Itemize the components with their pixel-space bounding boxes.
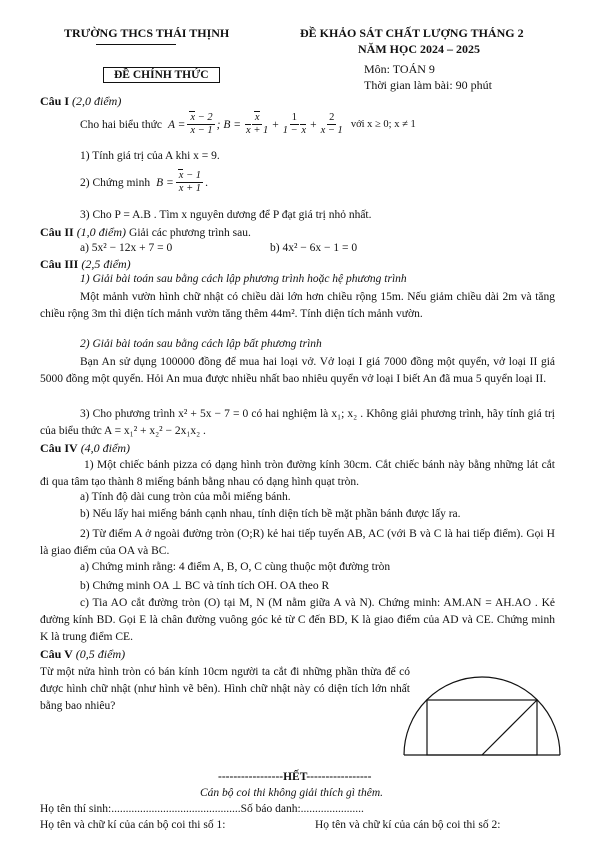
fraction-b3: $\frac{2}{x - 1}$ [320, 112, 343, 136]
q1-part2: 2) Chứng minh B = $\frac{x - 1}{x + 1}$ . [80, 170, 208, 194]
q4-part2c: c) Tia AO cắt đường tròn (O) tại M, N (M nằm giữa A và N). Chứng minh: AM.AN = AH.AO . Kẻ đường kính BD. Gọi E là chân đường vuông góc kẻ từ C đến BD, K là giao điểm của AD và CE. Chứng minh K là trung điểm CE. [40, 597, 555, 643]
q1-condition: với x ≥ 0; x ≠ 1 [350, 119, 416, 130]
inscribed-rectangle [427, 700, 537, 755]
q4-part1a: a) Tính độ dài cung tròn của mỗi miếng bánh. [80, 491, 291, 503]
q4-part1-text: 1) Một chiếc bánh pizza có dạng hình tròn đường kính 30cm. Cắt chiếc bánh này bằng những lát cắt đi qua tâm tạo thành 8 miếng bánh bằng nhau có dạng hình quạt tròn. [40, 459, 555, 488]
fraction-b2: $\frac{1}{1 - x}$ [282, 112, 307, 136]
invigilator-2-line: Họ tên và chữ kí của cán bộ coi thi số 2: [315, 819, 501, 831]
school-year: NĂM HỌC 2024 – 2025 [358, 42, 480, 56]
fraction-a: $\frac{x - 2}{x - 1}$ [187, 112, 214, 137]
end-marker: -----------------HẾT----------------- [218, 771, 372, 783]
q1-intro: Cho hai biểu thức [80, 118, 162, 131]
q3-part3-text: 3) Cho phương trình x² + 5x − 7 = 0 có hai nghiệm là x₁; x₂ . Không giải phương trình, hãy tính giá trị của biểu thức A = x₁² + x₂² − 2x₁x₂ . [40, 408, 555, 437]
q1-title: Câu I [40, 94, 70, 108]
q3-part2-text: Bạn An sử dụng 100000 đồng để mua hai loại vở. Vở loại I giá 7000 đồng một quyển, vở loại II giá 5000 đồng một quyển. Hỏi An mua được nhiều nhất bao nhiêu quyển vở loại I biết An đã mua 5 quyển loại II. [40, 356, 555, 385]
subject: Môn: TOÁN 9 [364, 62, 435, 76]
q5-points: (0,5 điểm) [75, 647, 126, 661]
q2-a: a) 5x² − 12x + 7 = 0 [80, 242, 173, 254]
q2-heading [40, 225, 251, 240]
q2-points: (1,0 điểm) [76, 225, 127, 239]
q4-heading [40, 441, 130, 456]
q3-part1-title: 1) Giải bài toán sau bằng cách lập phương trình hoặc hệ phương trình [80, 273, 407, 285]
q3-points: (2,5 điểm) [81, 257, 131, 271]
official-label: ĐỀ CHÍNH THỨC [103, 67, 220, 83]
q4-part2b: b) Chứng minh OA ⊥ BC và tính tích OH. OA theo R [80, 580, 330, 592]
fraction-b-proof: $\frac{x - 1}{x + 1}$ [176, 170, 203, 195]
invigilator-1-line: Họ tên và chữ kí của cán bộ coi thi số 1: [40, 819, 226, 831]
q5-heading [40, 647, 125, 662]
q1-part2-prefix: 2) Chứng minh [80, 176, 151, 189]
invigilator-note: Cán bộ coi thi không giải thích gì thêm. [200, 787, 384, 799]
q4-part2a: a) Chứng minh rằng: 4 điểm A, B, O, C cùng thuộc một đường tròn [80, 561, 391, 573]
candidate-info-line: Họ tên thí sinh:.............................................Số báo danh:...................... [40, 803, 364, 815]
q3-heading [40, 257, 131, 272]
q2-intro: Giải các phương trình sau. [129, 227, 251, 239]
school-name: TRƯỜNG THCS THÁI THỊNH [64, 26, 230, 40]
q2-title: Câu II [40, 225, 74, 239]
q3-part2-title: 2) Giải bài toán sau bằng cách lập bất phương trình [80, 338, 322, 350]
q4-part2-text: 2) Từ điểm A ở ngoài đường tròn (O;R) kẻ hai tiếp tuyến AB, AC (với B và C là hai tiếp điểm). Gọi H là giao điểm của OA và BC. [40, 528, 555, 557]
duration: Thời gian làm bài: 90 phút [364, 78, 492, 92]
exam-title: ĐỀ KHẢO SÁT CHẤT LƯỢNG THÁNG 2 [300, 26, 524, 40]
q4-points: (4,0 điểm) [80, 441, 131, 455]
school-underline [96, 44, 176, 45]
q5-title: Câu V [40, 647, 73, 661]
q2-b: b) 4x² − 6x − 1 = 0 [270, 242, 358, 254]
q1-part3: 3) Cho P = A.B . Tìm x nguyên dương để P đạt giá trị nhỏ nhất. [80, 209, 372, 221]
q1-part1: 1) Tính giá trị của A khi x = 9. [80, 150, 220, 162]
q1-expressions: Cho hai biểu thức A = $\frac{x - 2}{x - 1}$ ; B = $\frac{x}{x + 1}$ + $\frac{1}{1 - x}$ + $\frac{2}{x - 1}$ với x ≥ 0; x ≠ 1 [80, 112, 416, 136]
q1-heading [40, 94, 121, 109]
q4-part1b: b) Nếu lấy hai miếng bánh cạnh nhau, tính diện tích bề mặt phần bánh được lấy ra. [80, 508, 461, 520]
q4-title: Câu IV [40, 441, 78, 455]
semicircle-figure [400, 660, 565, 760]
q1-points: (2,0 điểm) [72, 94, 122, 108]
q3-title: Câu III [40, 257, 79, 271]
fraction-b1: $\frac{x}{x + 1}$ [246, 112, 269, 136]
radius-line [482, 700, 537, 755]
q3-part1-text: Một mảnh vườn hình chữ nhật có chiều dài lớn hơn chiều rộng 15m. Nếu giảm chiều dài 2m và tăng chiều rộng 3m thì diện tích mảnh vườn tăng thêm 44m². Tính diện tích mảnh vườn. [40, 291, 555, 320]
q5-text: Từ một nửa hình tròn có bán kính 10cm người ta cắt đi những phần thừa để có được hình chữ nhật (như hình vẽ bên). Hình chữ nhật này có diện tích lớn nhất bằng bao nhiêu? [40, 666, 410, 712]
